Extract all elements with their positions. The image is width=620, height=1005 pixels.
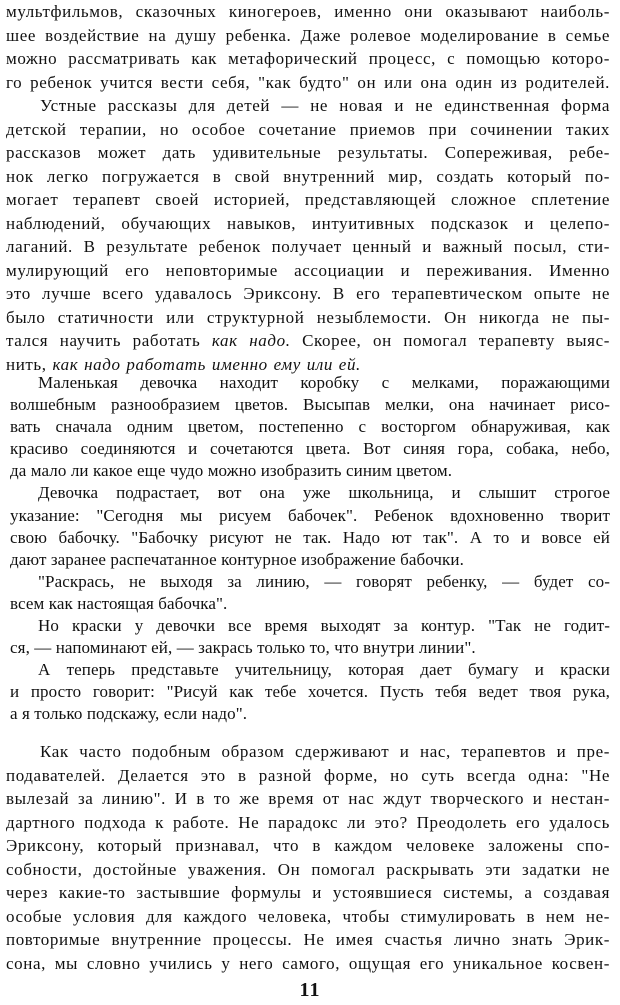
text-line: Эриксону, который признавал, что в каждом человеке заложены спо- <box>6 836 610 855</box>
text-line: это лучше всего удавалось Эриксону. В его терапевтическом опыте не <box>6 284 610 303</box>
text-line: всем как настоящая бабочка". <box>10 593 228 613</box>
text-line: мультфильмов, сказочных киногероев, именно они оказывают наиболь- <box>6 2 610 21</box>
text-line: волшебным разнообразием цветов. Высыпав мелки, она начинает рисо- <box>10 395 610 415</box>
text-line: вылезай за линию". И в то же время от нас ждут творческого и нестан- <box>6 789 610 808</box>
text-line: дают заранее распечатанное контурное изображение бабочки. <box>10 549 464 569</box>
text-line: мулирующий его неповторимые ассоциации и переживания. Именно <box>6 260 610 280</box>
text-segment: Скорее, он помогал терапевту выяс- <box>290 331 610 350</box>
text-line: "Раскрась, не выходя за линию, — говорят ребенку, — будет со- <box>38 571 610 591</box>
text-line: собности, достойные уважения. Он помогал раскрывать эти задатки не <box>6 859 610 879</box>
text-line: Но краски у девочки все время выходят за контур. "Так не годит- <box>38 616 610 636</box>
italic-phrase: как надо работать именно ему или ей. <box>52 354 361 374</box>
text-line: а я только подскажу, если надо". <box>10 704 248 724</box>
text-line: ся, — напоминают ей, — закрась только то, что внутри линии". <box>10 638 476 658</box>
page-number: 11 <box>299 979 321 1001</box>
text-line: шее воздействие на душу ребенка. Даже ролевое моделирование в семье <box>6 25 610 45</box>
text-line: могает терапевт своей историей, представляющей сложное сплетение <box>6 190 610 209</box>
text-block-girl-crayons-story <box>10 372 610 726</box>
text-line: особые условия для каждого человека, чтобы стимулировать в нем не- <box>6 906 610 926</box>
text-line: Девочка подрастает, вот она уже школьница, и слышит строгое <box>38 483 610 503</box>
text-line: Маленькая девочка находит коробку с мелками, поражающими <box>38 373 610 392</box>
text-line-mixed <box>6 329 610 353</box>
text-line: через какие-то застывшие формулы и устоявшиеся системы, а создавая <box>6 883 610 902</box>
text-line: красиво соединяются и сочетаются цвета. Вот синяя гора, собака, небо, <box>10 439 610 459</box>
text-line: нок легко погружается в свой внутренний мир, создать который по- <box>6 166 610 186</box>
text-segment: нить, <box>6 354 53 374</box>
text-line: да мало ли какое еще чудо можно изобразить синим цветом. <box>10 461 453 481</box>
text-line: и просто говорит: "Рисуй как тебе хочется. Пусть тебя ведет твоя рука, <box>10 682 610 702</box>
text-line: указание: "Сегодня мы рисуем бабочек". Ребенок вдохновенно творит <box>10 505 610 525</box>
text-block-stay-in-the-lines <box>6 740 610 975</box>
text-line: Как часто подобным образом сдерживают и нас, терапевтов и пре- <box>40 742 610 761</box>
italic-phrase: как надо. <box>211 331 291 350</box>
text-line: свою бабочку. "Бабочку рисуют не так. Надо ют так". А то и вовсе ей <box>10 527 610 547</box>
text-line: наблюдений, обучающих навыков, интуитивных подсказок и целепо- <box>6 213 610 233</box>
text-line: было статичности или структурной незыблемости. Он никогда не пы- <box>6 307 610 327</box>
text-line: А теперь представьте учительницу, которая дает бумагу и краски <box>38 660 610 680</box>
text-line: повторимые внутренние процессы. Не имея счастья лично знать Эрик- <box>6 930 610 949</box>
text-line: Устные рассказы для детей — не новая и не единственная форма <box>40 96 610 115</box>
text-line: детской терапии, но особое сочетание приемов при сочинении таких <box>6 119 610 139</box>
text-line: вать сначала одним цветом, постепенно с восторгом обнаруживая, как <box>10 417 610 437</box>
text-line: го ребенок учится вести себя, "как будто" он или она один из родителей. <box>6 72 610 92</box>
text-line: подавателей. Делается это в разной форме, но суть всегда одна: "Не <box>6 765 610 785</box>
text-line: рассказов может дать удивительные результаты. Сопереживая, ребе- <box>6 143 610 162</box>
text-segment: тался научить работать <box>6 331 212 350</box>
text-line: лаганий. В результате ребенок получает ценный и важный посыл, сти- <box>6 237 610 256</box>
text-line: дартного подхода к работе. Не парадокс ли это? Преодолеть его удалось <box>6 812 610 832</box>
text-line: можно рассматривать как метафорический процесс, с помощью которо- <box>6 49 610 68</box>
text-block-ericksonian-stories <box>6 0 610 376</box>
text-line: сона, мы словно учились у него самого, ощущая его уникальное косвен- <box>6 953 610 973</box>
